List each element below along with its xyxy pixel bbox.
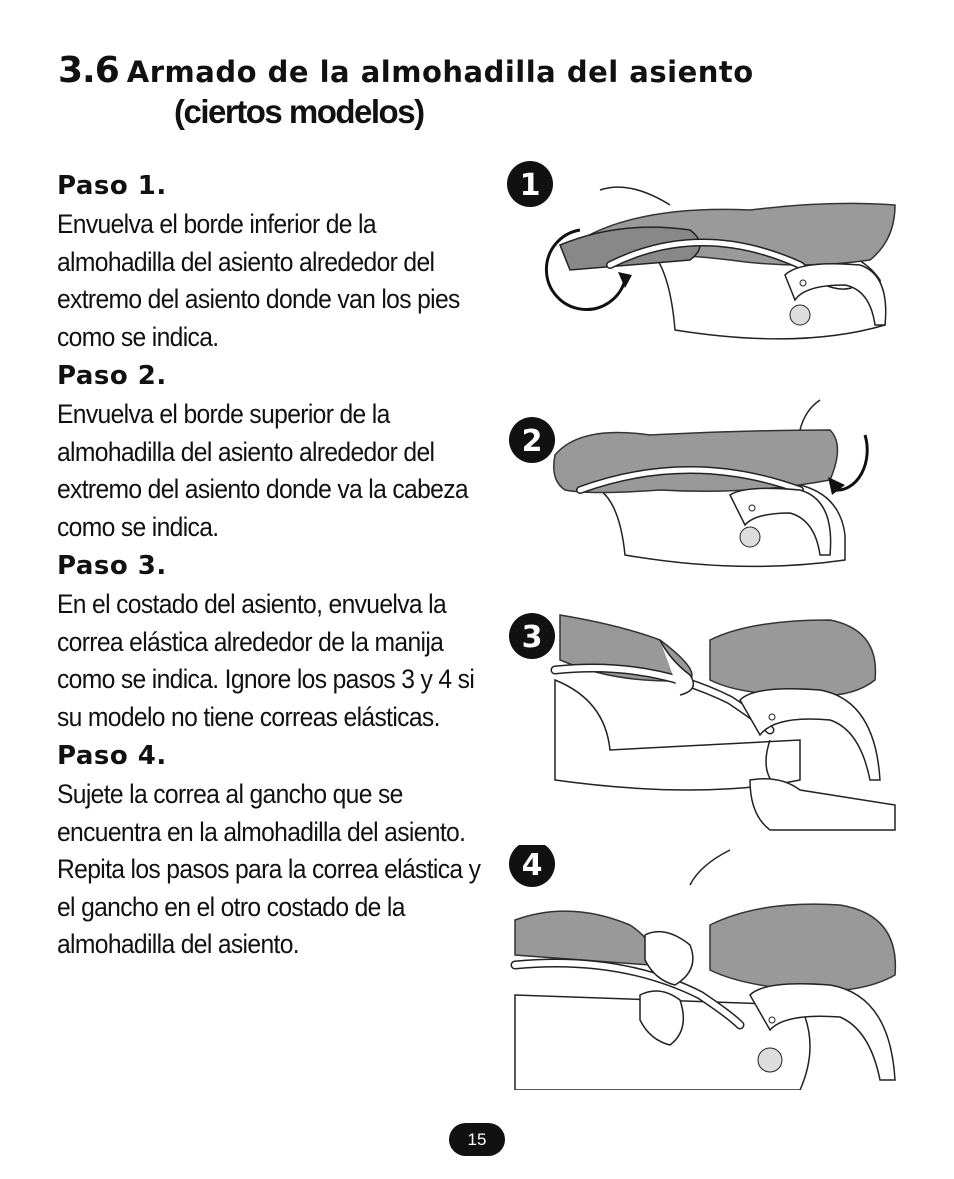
step-1-illustration — [500, 150, 910, 360]
step-2-badge: 2 — [521, 424, 543, 459]
step-4 — [57, 736, 487, 964]
step-4-title: Paso 4. — [57, 741, 167, 771]
step-2 — [57, 356, 487, 546]
step-3-body: En el costado del asiento, envuelva la correa elástica alrededor de la manija como se indica. Ignore los pasos 3 y 4 si su modelo no tiene correas elásticas. — [57, 589, 475, 732]
step-3 — [57, 546, 487, 736]
step-1-badge: 1 — [519, 168, 541, 203]
page-number: 15 — [449, 1123, 505, 1156]
section-title-line2: (ciertos modelos) — [174, 93, 424, 130]
step-2-body: Envuelva el borde superior de la almohadilla del asiento alrededor del extremo del asiento donde va la cabeza como se indica. — [57, 399, 468, 542]
step-2-title: Paso 2. — [57, 361, 167, 391]
instructions-column — [57, 166, 487, 964]
section-heading — [58, 50, 918, 131]
step-4-badge: 4 — [521, 848, 543, 883]
step-3-illustration — [500, 600, 910, 840]
step-2-illustration — [500, 395, 910, 585]
step-4-illustration — [500, 845, 910, 1090]
step-3-title: Paso 3. — [57, 551, 167, 581]
step-1-body: Envuelva el borde inferior de la almohadilla del asiento alrededor del extremo del asiento donde van los pies como se indica. — [57, 209, 460, 352]
step-1 — [57, 166, 487, 356]
step-4-body: Sujete la correa al gancho que se encuentra en la almohadilla del asiento. Repita los pasos para la correa elástica y el gancho en el otro costado de la almohadilla del asiento. — [57, 779, 481, 959]
section-number: 3.6 — [58, 50, 119, 91]
step-3-badge: 3 — [521, 620, 543, 655]
section-title-line1: Armado de la almohadilla del asiento — [126, 55, 754, 89]
step-1-title: Paso 1. — [57, 171, 167, 201]
